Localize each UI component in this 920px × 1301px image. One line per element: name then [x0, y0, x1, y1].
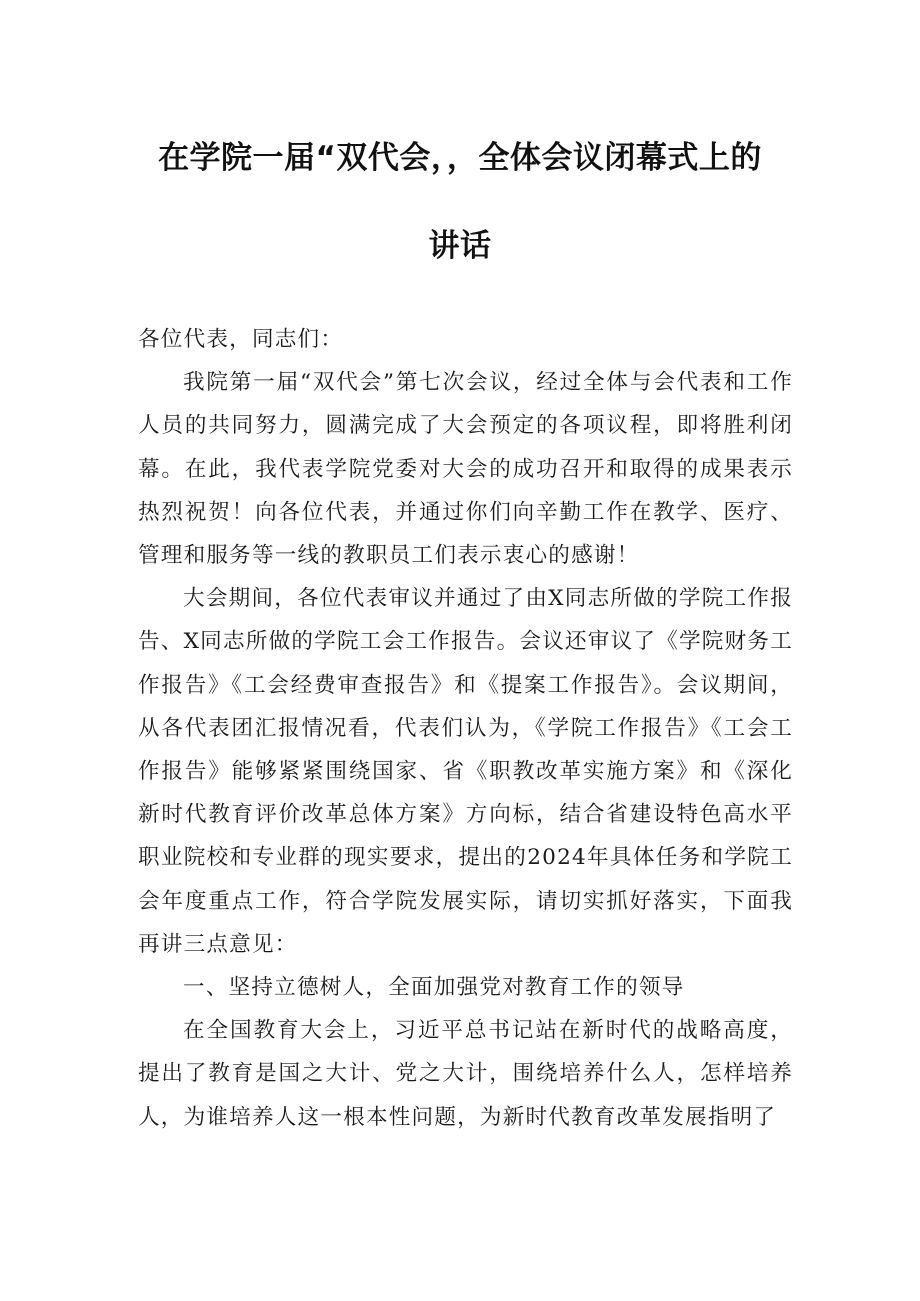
salutation: 各位代表，同志们：	[138, 327, 344, 352]
section-heading-1: 一、坚持立德树人，全面加强党对教育工作的领导	[183, 975, 685, 1001]
document-title-line-2: 讲话	[428, 228, 492, 264]
document-body	[138, 318, 793, 1139]
paragraph-opening: 我院第一届“双代会”第七次会议，经过全体与会代表和工作人员的共同努力，圆满完成了大会预定的各项议程，即将胜利闭幕。在此，我代表学院党委对大会的成功召开和取得的成果表示热烈祝贺！向各位代表，并通过你们向辛勤工作在教学、医疗、管理和服务等一线的教职员工们表示衷心的感谢！	[138, 370, 793, 569]
paragraph-reports: 大会期间，各位代表审议并通过了由X同志所做的学院工作报告、X同志所做的学院工会工作报告。会议还审议了《学院财务工作报告》《工会经费审查报告》和《提案工作报告》。会议期间，从各代表团汇报情况看，代表们认为，《学院工作报告》《工会工作报告》能够紧紧围绕国家、省《职教改革实施方案》和《深化新时代教育评价改革总体方案》方向标，结合省建设特色高水平职业院校和专业群的现实要求，提出的2024年具体任务和学院工会年度重点工作，符合学院发展实际，请切实抓好落实，下面我再讲三点意见：	[138, 586, 793, 957]
paragraph-education: 在全国教育大会上，习近平总书记站在新时代的战略高度，提出了教育是国之大计、党之大计，围绕培养什么人，怎样培养人，为谁培养人这一根本性问题，为新时代教育改革发展指明了	[138, 1018, 793, 1130]
document-title-line-1: 在学院一届“双代会，，全体会议闭幕式上的	[158, 140, 762, 176]
